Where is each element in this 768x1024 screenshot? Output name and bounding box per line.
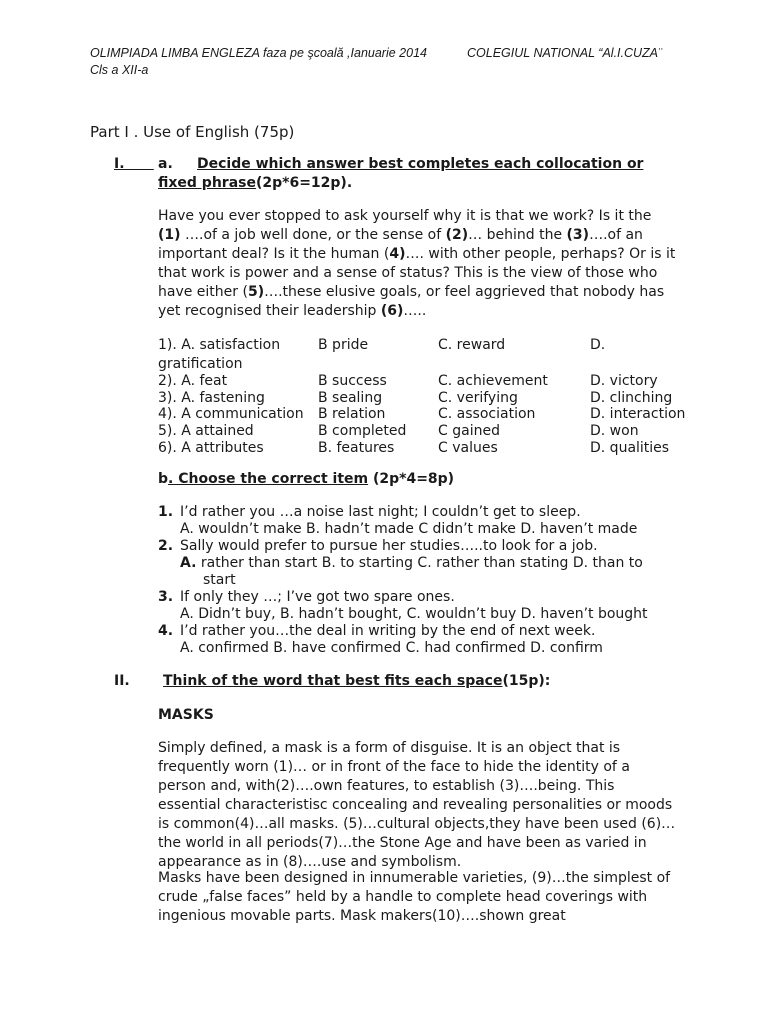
passage-text: … behind the (468, 227, 567, 243)
header-school: COLEGIUL NATIONAL “Al.I.CUZA¨ (467, 46, 663, 60)
section-i-instruction-underlined: fixed phrase (158, 175, 256, 191)
option-b: B pride (318, 337, 369, 353)
question-answers: A. wouldn’t make B. hadn’t made C didn’t make D. haven’t made (180, 521, 638, 537)
question-text: Sally would prefer to pursue her studies…..to look for a job. (180, 538, 598, 554)
section-i-letter: a. (158, 156, 173, 172)
option-a: 6). A attributes (158, 440, 264, 456)
section-ii-title: Think of the word that best fits each space (163, 673, 503, 689)
answer-lead: A. (180, 555, 197, 571)
option-d: D. qualities (590, 440, 670, 456)
option-b: B. features (318, 440, 395, 456)
section-i-roman: I. (114, 156, 125, 172)
option-a: 2). A. feat (158, 373, 228, 389)
option-d: D. won (590, 423, 639, 439)
gap-marker: (1) (158, 227, 181, 243)
masks-passage-2: Masks have been designed in innumerable varieties, (9)…the simplest of crude „false faces” held by a handle to complete head coverings with ingenious movable parts. Mask makers(10)….shown great (158, 870, 671, 924)
masks-heading: MASKS (158, 707, 214, 723)
header-class: Cls a XII-a (90, 63, 149, 77)
section-ii-roman: II. (114, 673, 130, 689)
answer-options: rather than start B. to starting C. rather than stating D. than to (196, 555, 643, 571)
masks-passage-1: Simply defined, a mask is a form of disguise. It is an object that is frequently worn (1)… or in front of the face to hide the identity of a person and, with(2)….own features, to establish (3)….being. This essential characteristisc concealing and revealing personalities or moods is common(4)…all masks. (5)…cultural objects,they have been used (6)…the world in all periods(7)…the Stone Age and have been as varied in appearance as in (8)….use and symbolism. (158, 740, 676, 870)
header-competition: OLIMPIADA LIMBA ENGLEZA faza pe şcoală ,Ianuarie 2014 (90, 46, 427, 60)
passage-text: …. with other people, perhaps? Or is it that work is power and a sense of status? This is the view of those who have either ( (158, 246, 676, 300)
option-d: D. (590, 337, 606, 353)
option-d: D. victory (590, 373, 658, 389)
gap-marker: 5) (247, 284, 265, 300)
section-ii-heading (163, 673, 550, 689)
option-b: B relation (318, 406, 386, 422)
option-c: C. verifying (438, 390, 518, 406)
passage-text: ….. (403, 303, 427, 319)
option-b: B success (318, 373, 387, 389)
section-i-points: (2p*6=12p). (255, 175, 353, 191)
option-d: D. clinching (590, 390, 673, 406)
section-b-title: . Choose the correct item (168, 471, 369, 487)
option-c: C gained (438, 423, 500, 439)
part-title: Part I . Use of English (75p) (90, 123, 295, 141)
question-answers: A. confirmed B. have confirmed C. had confirmed D. confirm (180, 640, 603, 656)
option-c: C values (438, 440, 498, 456)
question-number: 1. (158, 504, 174, 520)
gap-marker: (6) (380, 303, 404, 319)
option-a: 5). A attained (158, 423, 254, 439)
option-c: C. association (438, 406, 536, 422)
section-i-passage (158, 207, 678, 321)
gap-marker: 4) (389, 246, 406, 262)
question-number: 2. (158, 538, 174, 554)
gap-marker: (3) (566, 227, 590, 243)
section-b-letter: b (158, 471, 169, 487)
question-text: I’d rather you …a noise last night; I couldn’t get to sleep. (180, 504, 581, 520)
question-text: If only they …; I’ve got two spare ones. (180, 589, 455, 605)
section-b-points: (2p*4=8p) (372, 471, 455, 487)
passage-text: ….these elusive goals, or feel aggrieved that nobody has yet recognised their leadership (158, 284, 665, 319)
option-d: D. interaction (590, 406, 686, 422)
passage-text: ….of a job well done, or the sense of (180, 227, 446, 243)
option-b: B sealing (318, 390, 383, 406)
gap-marker: (2) (445, 227, 469, 243)
option-c: C. reward (438, 337, 506, 353)
option-a: 4). A communication (158, 406, 304, 422)
section-ii-points: (15p): (502, 673, 551, 689)
question-answers (180, 555, 643, 572)
option-a: 1). A. satisfaction (158, 337, 281, 353)
option-b: B completed (318, 423, 407, 439)
question-number: 4. (158, 623, 174, 639)
passage-text: ….of an important deal? Is it the human ( (158, 227, 643, 262)
question-text: I’d rather you…the deal in writing by the end of next week. (180, 623, 596, 639)
option-d-continued: gratification (158, 356, 243, 372)
question-answers-continued: start (203, 572, 236, 588)
section-i-instruction-line1: Decide which answer best completes each collocation or (197, 156, 644, 172)
section-i-instruction-line2 (158, 175, 352, 191)
passage-text: Have you ever stopped to ask yourself why it is that we work? Is it the (158, 208, 652, 224)
option-c: C. achievement (438, 373, 548, 389)
question-answers: A. Didn’t buy, B. hadn’t bought, C. wouldn’t buy D. haven’t bought (180, 606, 648, 622)
option-a: 3). A. fastening (158, 390, 265, 406)
question-number: 3. (158, 589, 174, 605)
section-b-heading (158, 471, 454, 487)
